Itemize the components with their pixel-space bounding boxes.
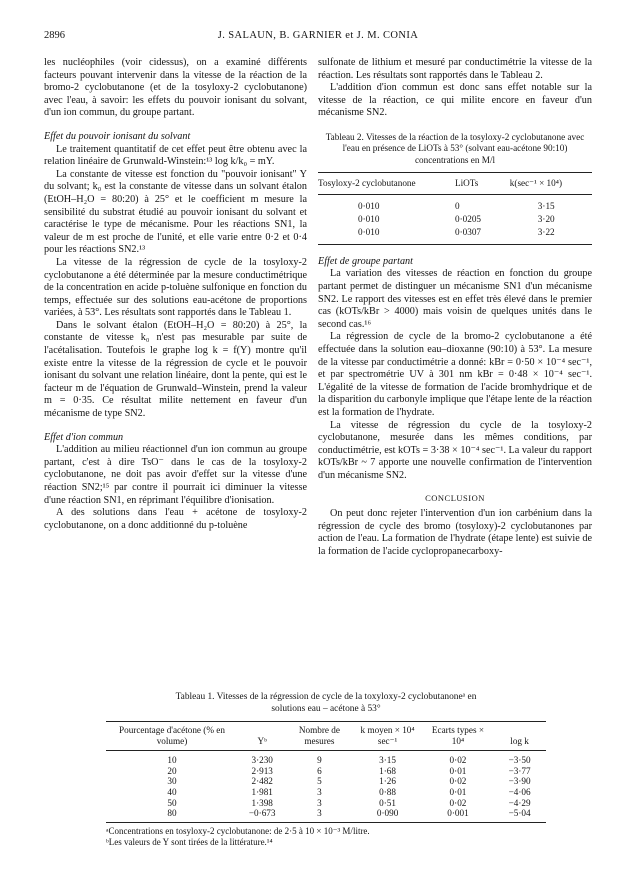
- table-cell: 80: [106, 808, 238, 822]
- table-row: [106, 808, 546, 822]
- table-cell: 0·0205: [455, 213, 482, 224]
- table-cell: 0·51: [379, 797, 396, 808]
- table1: [106, 721, 546, 823]
- right-column: [318, 57, 592, 558]
- table-cell: 9: [317, 755, 322, 766]
- paragraph: Dans le solvant étalon (EtOH–H₂O = 80:20) à 25°, la constante de vitesse k₀ n'est pas mesurable par suite de l'acétalisation. Toutefois le graphe log k = f(Y) montre qu'il existe entre la vitesse de la régression de cycle et le pouvoir ionisant du solvant une relation linéaire, dont la pente, qui est le facteur m de l'équation de Grunwald–Winstein, prend la valeur m = 0·35. Ce résultat milite nettement en faveur d'un mécanisme de type SN2.: [44, 319, 307, 420]
- table-cell: −3·50: [508, 755, 531, 766]
- table-cell: 40: [167, 786, 177, 797]
- table-cell: 3·15: [379, 755, 396, 766]
- table-cell: 3·15: [537, 200, 555, 211]
- table-cell: 1·68: [379, 765, 396, 776]
- table-cell: 0·88: [379, 786, 396, 797]
- table1-footnotes: [106, 826, 546, 848]
- table1-header: log k: [493, 722, 546, 751]
- table-cell: 0·010: [358, 213, 380, 224]
- running-title: J. SALAUN, B. GARNIER et J. M. CONIA: [217, 30, 419, 41]
- table2: [318, 172, 592, 245]
- table-row: [106, 787, 546, 798]
- section-heading-leaving-group: Effet de groupe partant: [318, 255, 413, 267]
- table-cell: 3·20: [537, 213, 555, 224]
- table-cell: 0·090: [352, 808, 422, 822]
- table1-header: Nombre de mesures: [286, 722, 352, 751]
- table-cell: −3·90: [508, 776, 531, 787]
- page-number: 2896: [44, 30, 65, 41]
- table-cell: 0·02: [449, 797, 467, 808]
- conclusion-heading: CONCLUSION: [425, 493, 485, 504]
- table1-body: [106, 751, 546, 823]
- table-cell: −4·29: [508, 797, 531, 808]
- page-header: [44, 30, 592, 46]
- table-cell: 0·0307: [455, 226, 510, 245]
- table-cell: 1·981: [251, 786, 273, 797]
- table1-header: Ecarts types × 10⁴: [423, 722, 493, 751]
- table-cell: 0·02: [449, 776, 467, 787]
- table-cell: 2·913: [251, 765, 273, 776]
- paragraph: La variation des vitesses de réaction en fonction du groupe partant permet de distinguer un mécanisme SN1 d'un mécanisme SN2. Le rapport des vitesses est en effet très élevé dans le premier cas (kOTs/kBr > 4000) mais voisin de quelques unités dans le second cas.¹⁶: [318, 268, 592, 330]
- table-cell: −5·04: [493, 808, 546, 822]
- paragraph: La vitesse de régression du cycle de la tosyloxy-2 cyclobutanone, mesurée dans les mêmes conditions, par conductimétrie, est kOTs = 3·38 × 10⁻⁴ sec⁻¹. La valeur du rapport kOTs/kBr ~ 7 apporte une nouvelle confirmation de l'intervention d'un mécanisme SN2.: [318, 419, 592, 481]
- table-cell: 5: [317, 776, 322, 787]
- table-cell: 0·01: [449, 786, 467, 797]
- table-row: [106, 776, 546, 787]
- footnote-b: ᵇLes valeurs de Y sont tirées de la littérature.¹⁴: [106, 836, 273, 847]
- footnote-a: ᵃConcentrations en tosyloxy-2 cyclobutanone: de 2·5 à 10 × 10⁻³ M/litre.: [106, 825, 370, 836]
- table-row: [106, 798, 546, 809]
- table1-caption: [106, 692, 546, 715]
- table-cell: 50: [167, 797, 177, 808]
- table-cell: 10: [167, 755, 177, 766]
- table2-caption: Tableau 2. Vitesses de la réaction de la tosyloxy-2 cyclobutanone avec l'eau en présence de LiOTs à 53° (solvant eau-acétone 90:10) concentrations en M/l: [325, 131, 585, 165]
- paragraph: La régression de cycle de la bromo-2 cyclobutanone a été effectuée dans la solution eau–dioxanne (90:10) à 53°. La mesure de la vitesse par conductimétrie a donné: kBr = 0·50 × 10⁻⁴ sec⁻¹, et par spectrométrie UV à 301 nm kBr = 0·48 × 10⁻⁴ sec⁻¹. L'égalité de la vitesse de formation de l'acide bromhydrique et de la disparition du carbonyle implique que l'étape lente de la réaction est la formation de l'hydrate.: [318, 331, 592, 418]
- table1-header: Yᵇ: [238, 722, 286, 751]
- paragraph: A des solutions dans l'eau + acétone de tosyloxy-2 cyclobutanone, on a donc additionné du p-toluène: [44, 507, 307, 531]
- paragraph: sulfonate de lithium et mesuré par conductimétrie la vitesse de la réaction. Les résultats sont rapportés dans le Tableau 2.: [318, 57, 592, 81]
- table-cell: 0·02: [449, 755, 467, 766]
- section-heading-solvent: Effet du pouvoir ionisant du solvant: [44, 130, 191, 142]
- table2-header: k(sec⁻¹ × 10⁴): [510, 173, 592, 195]
- table1-block: [106, 692, 546, 848]
- table-cell: 20: [167, 765, 177, 776]
- table-cell: 0·01: [449, 765, 467, 776]
- table-cell: 0: [455, 200, 460, 211]
- paragraph: les nucléophiles (voir cidessus), on a examiné différents facteurs pouvant intervenir dans la vitesse de la réaction de la bromo-2 cyclobutanone (et de la tosyloxy-2 cyclobutanone) avec l'eau, à savoir: les effets du pouvoir ionisant du solvant, d'un ion commun, du groupe partant.: [44, 57, 307, 119]
- table-cell: −3·77: [508, 765, 531, 776]
- table-cell: 3·230: [251, 755, 273, 766]
- table-cell: 30: [167, 776, 177, 787]
- table-row: [318, 213, 592, 226]
- table-row: [106, 766, 546, 777]
- table-cell: 2·482: [251, 776, 273, 787]
- table-cell: 1·398: [251, 797, 273, 808]
- paragraph: L'addition au milieu réactionnel d'un ion commun au groupe partant, c'est à dire TsO⁻ dans le cas de la tosyloxy-2 cyclobutanone, ne doit pas avoir d'effet sur la vitesse d'une réaction SN2;¹⁵ par contre il pourrait ici diminuer la vitesse d'une réaction SN1, en réprimant l'équilibre d'ionisation.: [44, 444, 307, 506]
- table1-caption-line: Tableau 1. Vitesses de la régression de cycle de la toxyloxy-2 cyclobutanoneᵃ en: [175, 692, 477, 702]
- table-cell: 0·001: [423, 808, 493, 822]
- table1-caption-line: solutions eau – acétone à 53°: [271, 703, 381, 714]
- paragraph: Le traitement quantitatif de cet effet peut être obtenu avec la relation linéaire de Grunwald-Winstein:¹³ log k/k₀ = mY.: [44, 143, 307, 168]
- table2-header: Tosyloxy-2 cyclobutanone: [318, 173, 455, 195]
- table-cell: 3: [317, 797, 322, 808]
- table-cell: −0·673: [238, 808, 286, 822]
- table-row: [106, 751, 546, 766]
- paragraph: On peut donc rejeter l'intervention d'un ion carbénium dans la régression de cycle des bromo (tosyloxy)-2 cyclobutanones par action de l'eau. La formation de l'hydrate (étape lente) est suivie de la formation de l'acide cyclopropanecarboxy-: [318, 508, 592, 557]
- paragraph: L'addition d'ion commun est donc sans effet notable sur la vitesse de la réaction, ce qui milite encore en faveur d'un mécanisme SN2.: [318, 82, 592, 119]
- table-row: [318, 194, 592, 213]
- table-cell: −4·06: [508, 786, 531, 797]
- table-cell: 0·010: [318, 226, 455, 245]
- table-cell: 0·010: [358, 200, 380, 211]
- table1-header: k moyen × 10⁴ sec⁻¹: [352, 722, 422, 751]
- paragraph: La constante de vitesse est fonction du "pouvoir ionisant" Y du solvant; k₀ est la constante de vitesse dans un solvant étalon (EtOH–H₂O = 80:20) à 25° et le coefficient m mesure la sensibilité du substrat étudié au pouvoir ionisant du solvant et caractérise le type de mécanisme. Pour les réactions SN1, la valeur de m est proche de l'unité, et elle varie entre 0·2 et 0·4 pour les réactions SN2.¹³: [44, 168, 307, 256]
- table-cell: 3: [317, 786, 322, 797]
- table-cell: 3·22: [510, 226, 592, 245]
- table-cell: 3: [286, 808, 352, 822]
- table2-header: LiOTs: [455, 173, 510, 195]
- left-column: [44, 57, 307, 532]
- section-heading-common-ion: Effet d'ion commun: [44, 431, 124, 443]
- table-cell: 6: [317, 765, 322, 776]
- table-cell: 1·26: [379, 776, 396, 787]
- paragraph: La vitesse de la régression de cycle de la tosyloxy-2 cyclobutanone a été déterminée par la mesure conductimétrique de la concentration en acide p-toluène sulfonique en fonction du temps, effectuée sur des solutions eau-acétone de proportions variées, à 53°. Les résultats sont rapportés dans le Tableau 1.: [44, 256, 307, 319]
- table-row: [318, 226, 592, 245]
- table1-header: Pourcentage d'acétone (% en volume): [106, 722, 238, 751]
